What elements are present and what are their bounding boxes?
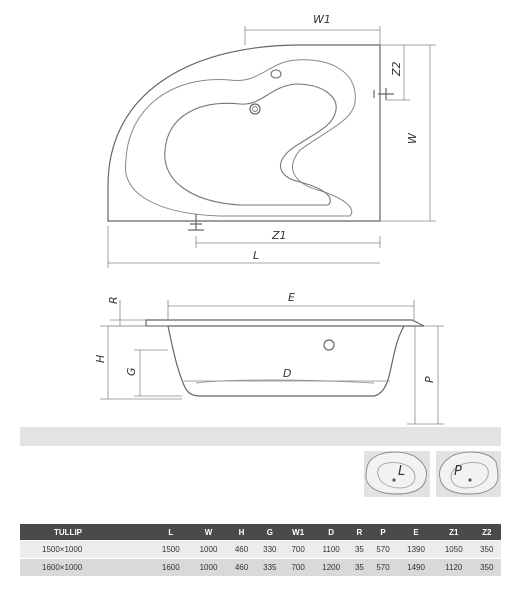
tub-basin (165, 84, 336, 205)
header-l: L (152, 524, 190, 541)
separator-band (20, 427, 501, 446)
header-g: G (256, 524, 284, 541)
label-e: E (288, 291, 295, 304)
cell-w: 1000 (190, 541, 228, 559)
dimensions-table (20, 524, 501, 576)
header-model: TULLIP (20, 524, 152, 541)
faucet-left (188, 214, 204, 230)
cell-l: 1500 (152, 541, 190, 559)
variant-left-drain (392, 478, 395, 481)
cell-e: 1390 (397, 541, 435, 559)
cell-r: 35 (350, 559, 369, 577)
label-d: D (283, 367, 292, 380)
label-z2: Z2 (390, 61, 403, 76)
overflow-side (324, 340, 334, 350)
label-z1: Z1 (272, 229, 287, 242)
variant-left-label: L (398, 464, 406, 479)
cell-d: 1100 (312, 541, 350, 559)
variant-right-drain (468, 478, 471, 481)
header-z1: Z1 (435, 524, 473, 541)
cell-size: 1600×1000 (20, 559, 152, 577)
label-w1: W1 (313, 13, 331, 26)
label-l: L (253, 249, 260, 262)
variant-right-label: P (454, 464, 462, 479)
header-z2: Z2 (473, 524, 501, 541)
cell-z1: 1120 (435, 559, 473, 577)
header-r: R (350, 524, 369, 541)
overflow-drain (250, 104, 260, 114)
table-row (20, 559, 501, 577)
variant-icon-left (364, 451, 430, 497)
tub-side-body (168, 326, 404, 396)
cell-w: 1000 (190, 559, 228, 577)
cell-h: 460 (227, 559, 255, 577)
cell-d: 1200 (312, 559, 350, 577)
label-r: R (107, 296, 120, 304)
tub-side-rim (146, 320, 424, 326)
label-g: G (125, 367, 138, 376)
header-h: H (227, 524, 255, 541)
label-w: W (406, 133, 419, 144)
cell-w1: 700 (284, 541, 312, 559)
label-p: P (423, 376, 436, 383)
header-d: D (312, 524, 350, 541)
cell-w1: 700 (284, 559, 312, 577)
cell-l: 1600 (152, 559, 190, 577)
cell-g: 330 (256, 541, 284, 559)
cell-z2: 350 (473, 541, 501, 559)
cell-g: 335 (256, 559, 284, 577)
overflow-inner (253, 107, 258, 112)
table-row (20, 541, 501, 559)
cell-p: 570 (369, 541, 397, 559)
label-h: H (94, 354, 107, 363)
header-w: W (190, 524, 228, 541)
variant-icon-right (436, 451, 501, 497)
faucet-right (374, 88, 394, 100)
cell-r: 35 (350, 541, 369, 559)
cell-z2: 350 (473, 559, 501, 577)
cell-z1: 1050 (435, 541, 473, 559)
side-view (100, 300, 444, 424)
header-e: E (397, 524, 435, 541)
header-p: P (369, 524, 397, 541)
cell-size: 1500×1000 (20, 541, 152, 559)
tub-top-outline (108, 45, 380, 221)
headrest-dot (271, 70, 281, 78)
tub-rim-line (125, 60, 355, 216)
cell-h: 460 (227, 541, 255, 559)
cell-e: 1490 (397, 559, 435, 577)
cell-p: 570 (369, 559, 397, 577)
header-w1: W1 (284, 524, 312, 541)
tub-side-inner (196, 380, 374, 383)
table-header-row (20, 524, 501, 541)
